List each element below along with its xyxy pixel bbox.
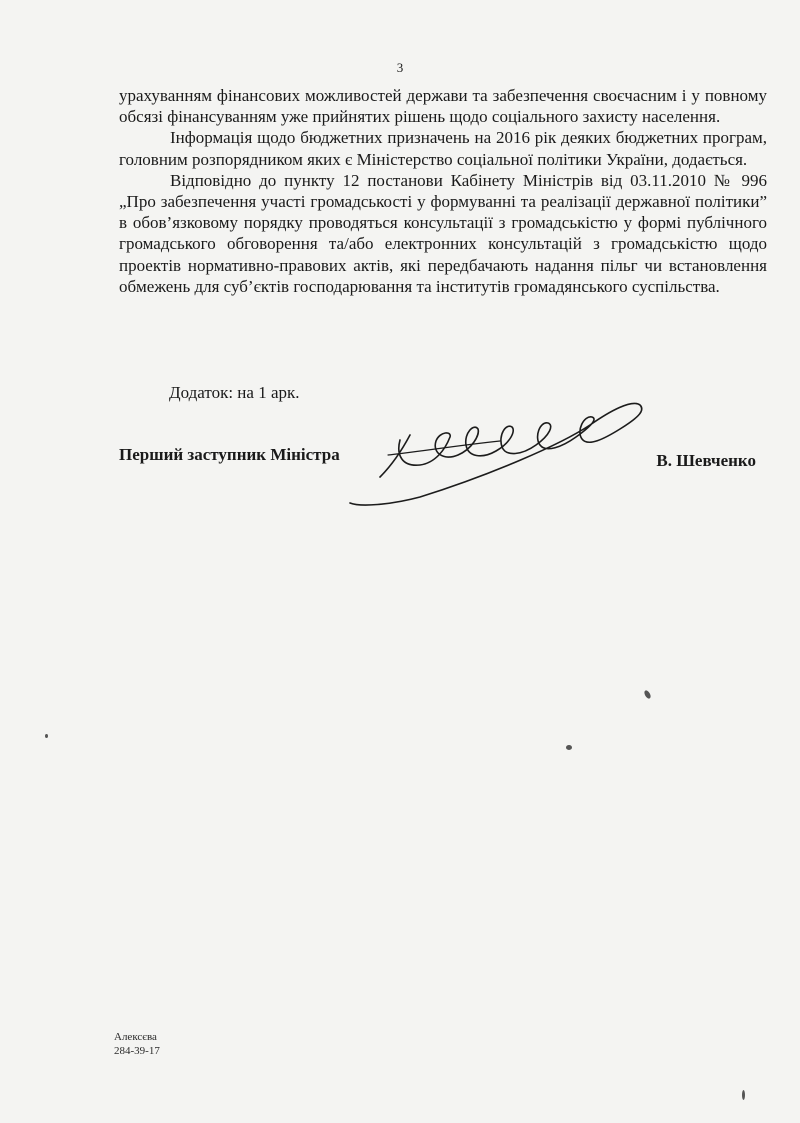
scan-speck bbox=[566, 745, 572, 750]
signatory-name: В. Шевченко bbox=[656, 451, 756, 470]
scan-speck bbox=[643, 689, 652, 699]
executor-phone: 284-39-17 bbox=[114, 1045, 160, 1057]
scan-speck bbox=[742, 1090, 745, 1100]
handwritten-signature bbox=[340, 395, 670, 510]
letter-body bbox=[119, 85, 767, 297]
executor-info bbox=[114, 1030, 160, 1058]
executor-name: Алексєва bbox=[114, 1031, 157, 1043]
scan-speck bbox=[45, 734, 48, 738]
paragraph-budget-info: Інформація щодо бюджетних призначень на 2016 рік деяких бюджетних програм, головним розпорядником яких є Міністерство соціальної політики України, додається. bbox=[119, 128, 767, 169]
page-number: 3 bbox=[396, 60, 404, 75]
signatory-title: Перший заступник Міністра bbox=[119, 445, 340, 464]
paragraph-continuation: урахуванням фінансових можливостей держави та забезпечення своєчасним і у повному обсязі фінансуванням уже прийнятих рішень щодо соціального захисту населення. bbox=[119, 86, 767, 127]
attachment-note: Додаток: на 1 арк. bbox=[169, 383, 300, 402]
paragraph-consultations: Відповідно до пункту 12 постанови Кабінету Міністрів від 03.11.2010 № 996 „Про забезпечення участі громадськості у формуванні та реалізації державної політики” в обов’язковому порядку проводяться консультації з громадськістю у формі публічного громадського обговорення та/або електронних консультацій з громадськістю щодо проектів нормативно-правових актів, які передбачають надання пільг чи встановлення обмежень для суб’єктів господарювання та інститутів громадянського суспільства. bbox=[119, 170, 767, 296]
